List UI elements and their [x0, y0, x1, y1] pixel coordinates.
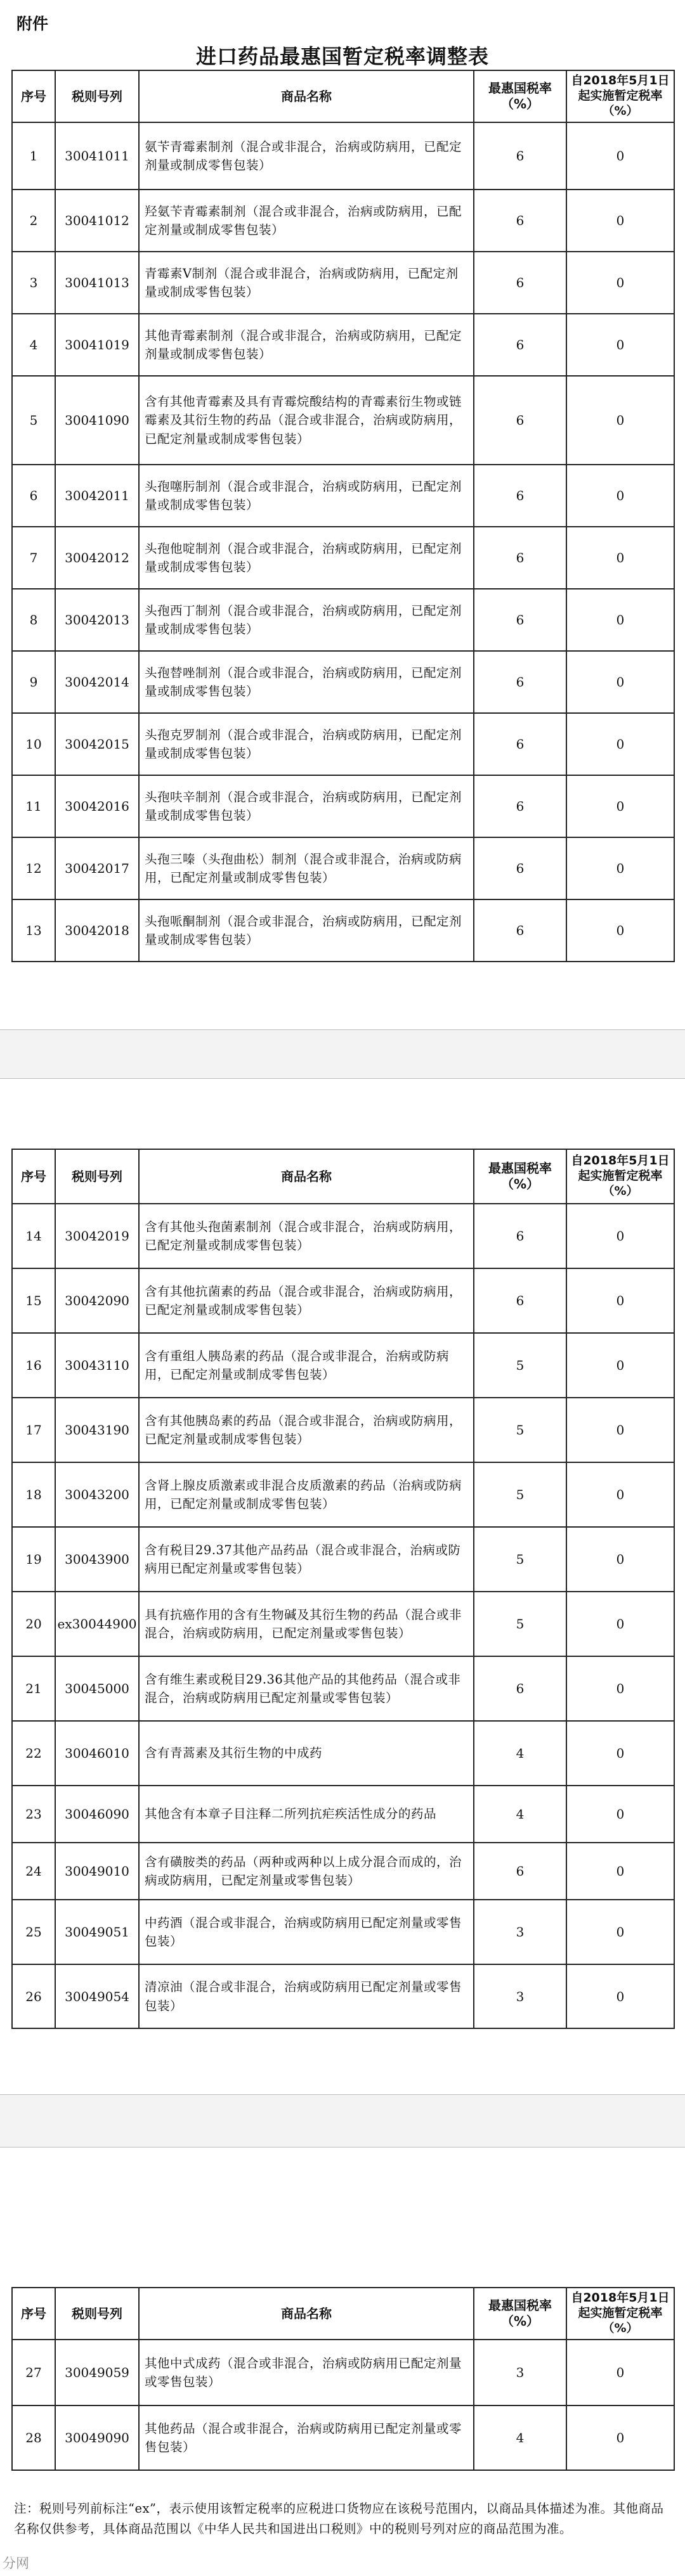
row-tariff-code: 30046090 [55, 1786, 139, 1843]
row-provisional-rate: 0 [566, 1656, 674, 1721]
row-tariff-code: 30042017 [55, 837, 139, 899]
header-product-name: 商品名称 [139, 2288, 474, 2340]
page-break [0, 2094, 685, 2148]
row-provisional-rate: 0 [566, 252, 674, 314]
row-mfn-rate: 4 [474, 2405, 566, 2470]
row-tariff-code: 30043200 [55, 1462, 139, 1527]
row-mfn-rate: 6 [474, 122, 566, 190]
table-row [12, 713, 674, 775]
row-seq: 1 [12, 122, 55, 190]
row-product-name: 含有其他青霉素及具有青霉烷酸结构的青霉素衍生物或链霉素及其衍生物的药品（混合或非混合，治病或防病用，已配定剂量或制成零售包装） [139, 376, 474, 465]
page-title: 进口药品最惠国暂定税率调整表 [195, 44, 489, 68]
row-product-name: 含有税目29.37其他产品药品（混合或非混合，治病或防病用已配定剂量或零售包装） [139, 1527, 474, 1592]
row-tariff-code: 30041013 [55, 252, 139, 314]
header-product-name: 商品名称 [139, 70, 474, 122]
row-seq: 27 [12, 2340, 55, 2405]
row-product-name: 含有维生素或税目29.36其他产品的其他药品（混合或非混合，治病或防病用已配定剂量或零售包装） [139, 1656, 474, 1721]
table-header-row [12, 70, 674, 122]
table-row [12, 1268, 674, 1333]
row-seq: 16 [12, 1333, 55, 1398]
table-row [12, 1721, 674, 1786]
row-provisional-rate: 0 [566, 1333, 674, 1398]
table-row [12, 1964, 674, 2028]
table-row [12, 1592, 674, 1656]
row-provisional-rate: 0 [566, 775, 674, 837]
row-mfn-rate: 6 [474, 252, 566, 314]
row-seq: 28 [12, 2405, 55, 2470]
row-seq: 7 [12, 527, 55, 589]
header-tariff-code: 税则号列 [55, 2288, 139, 2340]
table-row [12, 1843, 674, 1900]
row-product-name: 其他青霉素制剂（混合或非混合，治病或防病用，已配定剂量或制成零售包装） [139, 314, 474, 376]
row-provisional-rate: 0 [566, 1398, 674, 1462]
tariff-table-page-1 [11, 70, 675, 962]
row-tariff-code: 30041011 [55, 122, 139, 190]
row-product-name: 头孢噻肟制剂（混合或非混合，治病或防病用，已配定剂量或制成零售包装） [139, 465, 474, 527]
row-tariff-code: ex30044900 [55, 1592, 139, 1656]
row-provisional-rate: 0 [566, 1462, 674, 1527]
row-tariff-code: 30046010 [55, 1721, 139, 1786]
row-tariff-code: 30049059 [55, 2340, 139, 2405]
row-tariff-code: 30049051 [55, 1900, 139, 1964]
table-header-row [12, 1149, 674, 1204]
row-seq: 8 [12, 589, 55, 651]
row-seq: 4 [12, 314, 55, 376]
footnote: 注：税则号列前标注“ex”，表示使用该暂定税率的应税进口货物应在该税号范围内，以商品具体描述为准。其他商品名称仅供参考，具体商品范围以《中华人民共和国进出口税则》中的税则号列对应的商品范围为准。 [14, 2501, 664, 2537]
row-mfn-rate: 5 [474, 1333, 566, 1398]
row-provisional-rate: 0 [566, 899, 674, 962]
row-tariff-code: 30049090 [55, 2405, 139, 2470]
row-mfn-rate: 6 [474, 713, 566, 775]
row-mfn-rate: 3 [474, 2340, 566, 2405]
row-seq: 5 [12, 376, 55, 465]
header-provisional-rate: 自2018年5月1日起实施暂定税率（%） [566, 2288, 674, 2340]
row-seq: 23 [12, 1786, 55, 1843]
row-product-name: 含有重组人胰岛素的药品（混合或非混合，治病或防病用，已配定剂量或制成零售包装） [139, 1333, 474, 1398]
row-seq: 13 [12, 899, 55, 962]
row-provisional-rate: 0 [566, 376, 674, 465]
row-tariff-code: 30049010 [55, 1843, 139, 1900]
row-tariff-code: 30042011 [55, 465, 139, 527]
row-seq: 3 [12, 252, 55, 314]
row-tariff-code: 30045000 [55, 1656, 139, 1721]
row-product-name: 含有青蒿素及其衍生物的中成药 [139, 1721, 474, 1786]
row-seq: 22 [12, 1721, 55, 1786]
row-product-name: 含有其他头孢菌素制剂（混合或非混合，治病或防病用，已配定剂量或制成零售包装） [139, 1204, 474, 1268]
row-provisional-rate: 0 [566, 1964, 674, 2028]
table-row [12, 376, 674, 465]
row-tariff-code: 30042016 [55, 775, 139, 837]
row-tariff-code: 30042015 [55, 713, 139, 775]
row-product-name: 头孢克罗制剂（混合或非混合，治病或防病用，已配定剂量或制成零售包装） [139, 713, 474, 775]
row-seq: 21 [12, 1656, 55, 1721]
header-seq: 序号 [12, 70, 55, 122]
row-tariff-code: 30041012 [55, 190, 139, 252]
table-row [12, 1204, 674, 1268]
row-seq: 19 [12, 1527, 55, 1592]
table-row [12, 1398, 674, 1462]
row-product-name: 具有抗癌作用的含有生物碱及其衍生物的药品（混合或非混合，治病或防病用，已配定剂量或零售包装） [139, 1592, 474, 1656]
row-product-name: 头孢呋辛制剂（混合或非混合，治病或防病用，已配定剂量或制成零售包装） [139, 775, 474, 837]
row-product-name: 含有其他胰岛素的药品（混合或非混合，治病或防病用，已配定剂量或制成零售包装） [139, 1398, 474, 1462]
row-mfn-rate: 5 [474, 1398, 566, 1462]
table-row [12, 465, 674, 527]
tariff-table-page-3 [11, 2287, 675, 2471]
row-product-name: 头孢西丁制剂（混合或非混合，治病或防病用，已配定剂量或制成零售包装） [139, 589, 474, 651]
table-row [12, 1656, 674, 1721]
row-mfn-rate: 5 [474, 1462, 566, 1527]
row-provisional-rate: 0 [566, 465, 674, 527]
table-row [12, 190, 674, 252]
row-mfn-rate: 3 [474, 1964, 566, 2028]
row-tariff-code: 30042018 [55, 899, 139, 962]
row-product-name: 其他含有本章子目注释二所列抗疟疾活性成分的药品 [139, 1786, 474, 1843]
table-row [12, 314, 674, 376]
row-product-name: 头孢替唑制剂（混合或非混合，治病或防病用，已配定剂量或制成零售包装） [139, 651, 474, 713]
row-provisional-rate: 0 [566, 1900, 674, 1964]
row-provisional-rate: 0 [566, 1786, 674, 1843]
header-provisional-rate: 自2018年5月1日起实施暂定税率（%） [566, 1149, 674, 1204]
table-row [12, 527, 674, 589]
row-tariff-code: 30041090 [55, 376, 139, 465]
row-tariff-code: 30043190 [55, 1398, 139, 1462]
row-product-name: 氨苄青霉素制剂（混合或非混合，治病或防病用，已配定剂量或制成零售包装） [139, 122, 474, 190]
row-product-name: 青霉素V制剂（混合或非混合，治病或防病用，已配定剂量或制成零售包装） [139, 252, 474, 314]
header-tariff-code: 税则号列 [55, 1149, 139, 1204]
table-row [12, 1786, 674, 1843]
row-mfn-rate: 6 [474, 1656, 566, 1721]
row-product-name: 头孢三嗪（头孢曲松）制剂（混合或非混合，治病或防病用，已配定剂量或制成零售包装） [139, 837, 474, 899]
row-seq: 18 [12, 1462, 55, 1527]
row-provisional-rate: 0 [566, 314, 674, 376]
table-row [12, 252, 674, 314]
row-mfn-rate: 6 [474, 190, 566, 252]
row-product-name: 含有磺胺类的药品（两种或两种以上成分混合而成的，治病或防病用，已配定剂量或零售包装） [139, 1843, 474, 1900]
row-provisional-rate: 0 [566, 2405, 674, 2470]
row-mfn-rate: 6 [474, 899, 566, 962]
attachment-label: 附件 [16, 15, 49, 33]
row-seq: 6 [12, 465, 55, 527]
row-seq: 2 [12, 190, 55, 252]
table-row [12, 2340, 674, 2405]
row-provisional-rate: 0 [566, 1721, 674, 1786]
row-tariff-code: 30042013 [55, 589, 139, 651]
table-row [12, 899, 674, 962]
row-mfn-rate: 6 [474, 775, 566, 837]
row-seq: 20 [12, 1592, 55, 1656]
row-mfn-rate: 5 [474, 1592, 566, 1656]
table-row [12, 1900, 674, 1964]
row-mfn-rate: 3 [474, 1900, 566, 1964]
row-tariff-code: 30042019 [55, 1204, 139, 1268]
row-provisional-rate: 0 [566, 837, 674, 899]
row-seq: 25 [12, 1900, 55, 1964]
row-mfn-rate: 6 [474, 376, 566, 465]
row-seq: 15 [12, 1268, 55, 1333]
header-mfn-rate: 最惠国税率（%） [474, 70, 566, 122]
row-mfn-rate: 4 [474, 1721, 566, 1786]
row-mfn-rate: 4 [474, 1786, 566, 1843]
row-mfn-rate: 6 [474, 589, 566, 651]
row-mfn-rate: 6 [474, 651, 566, 713]
table-row [12, 589, 674, 651]
row-tariff-code: 30043900 [55, 1527, 139, 1592]
row-product-name: 其他药品（混合或非混合，治病或防病用已配定剂量或零售包装） [139, 2405, 474, 2470]
row-provisional-rate: 0 [566, 1204, 674, 1268]
table-row [12, 651, 674, 713]
row-tariff-code: 30042090 [55, 1268, 139, 1333]
header-mfn-rate: 最惠国税率（%） [474, 1149, 566, 1204]
page-break [0, 1029, 685, 1079]
row-tariff-code: 30041019 [55, 314, 139, 376]
row-provisional-rate: 0 [566, 1592, 674, 1656]
row-product-name: 清凉油（混合或非混合，治病或防病用已配定剂量或零售包装） [139, 1964, 474, 2028]
row-seq: 12 [12, 837, 55, 899]
row-provisional-rate: 0 [566, 651, 674, 713]
header-product-name: 商品名称 [139, 1149, 474, 1204]
row-provisional-rate: 0 [566, 713, 674, 775]
row-seq: 11 [12, 775, 55, 837]
row-provisional-rate: 0 [566, 527, 674, 589]
row-seq: 24 [12, 1843, 55, 1900]
table-row [12, 1333, 674, 1398]
row-tariff-code: 30049054 [55, 1964, 139, 2028]
row-product-name: 羟氨苄青霉素制剂（混合或非混合，治病或防病用，已配定剂量或制成零售包装） [139, 190, 474, 252]
row-product-name: 中药酒（混合或非混合，治病或防病用已配定剂量或零售包装） [139, 1900, 474, 1964]
row-seq: 9 [12, 651, 55, 713]
header-seq: 序号 [12, 1149, 55, 1204]
header-tariff-code: 税则号列 [55, 70, 139, 122]
header-mfn-rate: 最惠国税率（%） [474, 2288, 566, 2340]
row-mfn-rate: 6 [474, 527, 566, 589]
row-tariff-code: 30043110 [55, 1333, 139, 1398]
row-product-name: 其他中式成药（混合或非混合，治病或防病用已配定剂量或零售包装） [139, 2340, 474, 2405]
row-seq: 14 [12, 1204, 55, 1268]
row-mfn-rate: 6 [474, 1204, 566, 1268]
row-seq: 26 [12, 1964, 55, 2028]
row-provisional-rate: 0 [566, 190, 674, 252]
tariff-table-page-2 [11, 1149, 675, 2029]
table-row [12, 2405, 674, 2470]
header-provisional-rate: 自2018年5月1日起实施暂定税率（%） [566, 70, 674, 122]
row-mfn-rate: 6 [474, 1268, 566, 1333]
row-provisional-rate: 0 [566, 1843, 674, 1900]
row-mfn-rate: 6 [474, 837, 566, 899]
row-mfn-rate: 5 [474, 1527, 566, 1592]
row-mfn-rate: 6 [474, 465, 566, 527]
row-mfn-rate: 6 [474, 1843, 566, 1900]
table-row [12, 1527, 674, 1592]
row-provisional-rate: 0 [566, 2340, 674, 2405]
row-provisional-rate: 0 [566, 122, 674, 190]
row-seq: 10 [12, 713, 55, 775]
table-row [12, 775, 674, 837]
row-provisional-rate: 0 [566, 1268, 674, 1333]
row-product-name: 含有其他抗菌素的药品（混合或非混合，治病或防病用，已配定剂量或制成零售包装） [139, 1268, 474, 1333]
row-product-name: 含肾上腺皮质激素或非混合皮质激素的药品（治病或防病用，已配定剂量或制成零售包装） [139, 1462, 474, 1527]
row-product-name: 头孢他啶制剂（混合或非混合，治病或防病用，已配定剂量或制成零售包装） [139, 527, 474, 589]
row-provisional-rate: 0 [566, 589, 674, 651]
row-tariff-code: 30042014 [55, 651, 139, 713]
table-header-row [12, 2288, 674, 2340]
header-seq: 序号 [12, 2288, 55, 2340]
watermark: 分网 [3, 2556, 29, 2571]
row-mfn-rate: 6 [474, 314, 566, 376]
table-row [12, 122, 674, 190]
row-seq: 17 [12, 1398, 55, 1462]
table-row [12, 837, 674, 899]
row-tariff-code: 30042012 [55, 527, 139, 589]
table-row [12, 1462, 674, 1527]
row-provisional-rate: 0 [566, 1527, 674, 1592]
row-product-name: 头孢哌酮制剂（混合或非混合，治病或防病用，已配定剂量或制成零售包装） [139, 899, 474, 962]
